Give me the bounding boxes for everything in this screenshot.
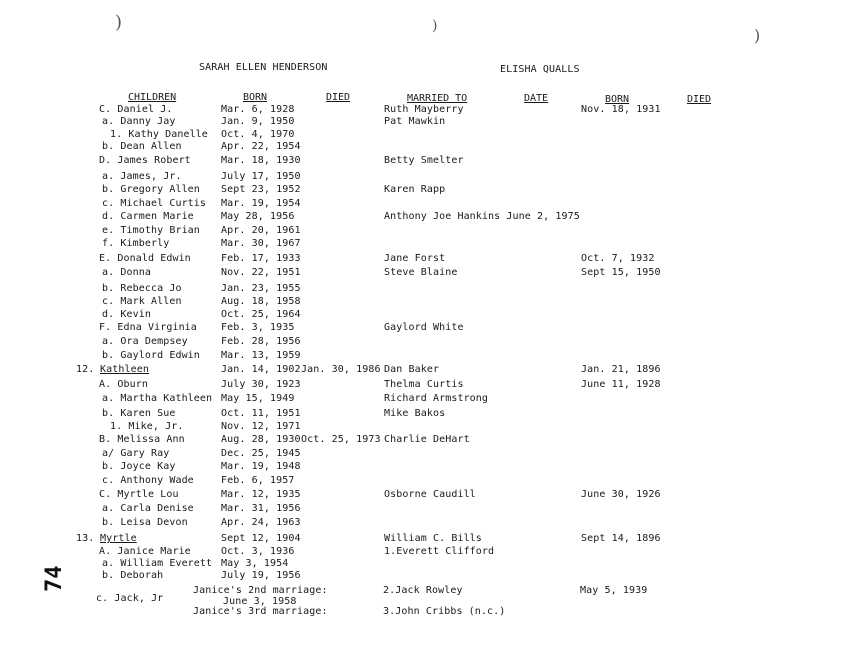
married-to: Anthony Joe Hankins June 2, 1975 xyxy=(384,211,580,222)
married-to: Karen Rapp xyxy=(384,184,446,195)
died-date: Oct. 25, 1973 xyxy=(301,434,381,445)
child-name: a. James, Jr. xyxy=(102,171,182,182)
born-date: Sept 12, 1904 xyxy=(221,533,301,544)
born-date: Apr. 22, 1954 xyxy=(221,141,301,152)
child-name: 1. Mike, Jr. xyxy=(110,421,184,432)
married-to: Jane Forst xyxy=(384,253,446,264)
born-date: Oct. 25, 1964 xyxy=(221,309,301,320)
born-date: Jan. 23, 1955 xyxy=(221,283,301,294)
spouse-born-date: June 30, 1926 xyxy=(581,489,661,500)
col-spouse-born: BORN xyxy=(605,94,630,105)
header-person2: ELISHA QUALLS xyxy=(500,64,580,75)
born-date: Apr. 24, 1963 xyxy=(221,517,301,528)
married-2: 2.Jack Rowley xyxy=(383,585,463,596)
born-date: Oct. 11, 1951 xyxy=(221,408,301,419)
child-name: A. Oburn xyxy=(99,379,148,390)
jack-name: c. Jack, Jr xyxy=(96,593,164,604)
married-to: Charlie DeHart xyxy=(384,434,470,445)
born-date: Mar. 18, 1930 xyxy=(221,155,301,166)
child-name: e. Timothy Brian xyxy=(102,225,200,236)
born-date: Feb. 17, 1933 xyxy=(221,253,301,264)
child-name: Kathleen xyxy=(100,364,149,375)
generation-number: 13. xyxy=(76,533,95,544)
married-to: Thelma Curtis xyxy=(384,379,464,390)
scan-mark: ) xyxy=(115,12,123,33)
child-name: d. Kevin xyxy=(102,309,151,320)
jack-born: June 3, 1958 xyxy=(223,596,297,607)
child-name: b. Deborah xyxy=(102,570,164,581)
married-to: 1.Everett Clifford xyxy=(384,546,495,557)
married-to: Dan Baker xyxy=(384,364,440,375)
born-date: Nov. 12, 1971 xyxy=(221,421,301,432)
born-date: Jan. 9, 1950 xyxy=(221,116,295,127)
child-name: E. Donald Edwin xyxy=(99,253,191,264)
born-date: Oct. 4, 1970 xyxy=(221,129,295,140)
spouse-born-date: Jan. 21, 1896 xyxy=(581,364,661,375)
child-name: a. Ora Dempsey xyxy=(102,336,188,347)
col-date: DATE xyxy=(524,93,549,104)
born-date: Oct. 3, 1936 xyxy=(221,546,295,557)
born-date: May 3, 1954 xyxy=(221,558,289,569)
col-children: CHILDREN xyxy=(128,92,177,103)
married-to: Gaylord White xyxy=(384,322,464,333)
child-name: b. Rebecca Jo xyxy=(102,283,182,294)
spouse-born-date: Oct. 7, 1932 xyxy=(581,253,655,264)
child-name: b. Gregory Allen xyxy=(102,184,200,195)
child-name: b. Gaylord Edwin xyxy=(102,350,200,361)
spouse-born-date: June 11, 1928 xyxy=(581,379,661,390)
married-to: Steve Blaine xyxy=(384,267,458,278)
child-name: 1. Kathy Danelle xyxy=(110,129,208,140)
born-date: Sept 23, 1952 xyxy=(221,184,301,195)
generation-number: 12. xyxy=(76,364,95,375)
born-date: July 17, 1950 xyxy=(221,171,301,182)
born-date: Mar. 31, 1956 xyxy=(221,503,301,514)
born-date: Feb. 3, 1935 xyxy=(221,322,295,333)
born-date: Mar. 19, 1954 xyxy=(221,198,301,209)
born-date: Mar. 12, 1935 xyxy=(221,489,301,500)
scan-mark: ) xyxy=(754,26,761,45)
child-name: a. Donna xyxy=(102,267,151,278)
child-name: C. Daniel J. xyxy=(99,104,173,115)
born-date: Mar. 30, 1967 xyxy=(221,238,301,249)
col-died: DIED xyxy=(326,92,351,103)
born-date: May 28, 1956 xyxy=(221,211,295,222)
col-spouse-died: DIED xyxy=(687,94,712,105)
child-name: f. Kimberly xyxy=(102,238,170,249)
col-married-to: MARRIED TO xyxy=(407,93,468,104)
born-date: May 15, 1949 xyxy=(221,393,295,404)
child-name: a. Carla Denise xyxy=(102,503,194,514)
child-name: A. Janice Marie xyxy=(99,546,191,557)
child-name: a. Martha Kathleen xyxy=(102,393,213,404)
child-name: a. William Everett xyxy=(102,558,213,569)
born-date: Mar. 6, 1928 xyxy=(221,104,295,115)
child-name: a/ Gary Ray xyxy=(102,448,170,459)
scan-mark: ) xyxy=(432,18,438,34)
born-date: Mar. 13, 1959 xyxy=(221,350,301,361)
married-to: Ruth Mayberry xyxy=(384,104,464,115)
married-to: Pat Mawkin xyxy=(384,116,446,127)
died-date: Jan. 30, 1986 xyxy=(301,364,381,375)
married-to: Mike Bakos xyxy=(384,408,446,419)
child-name: c. Mark Allen xyxy=(102,296,182,307)
born-date: July 19, 1956 xyxy=(221,570,301,581)
married-to: Betty Smelter xyxy=(384,155,464,166)
third-marriage-note: Janice's 3rd marriage: xyxy=(193,606,328,617)
child-name: b. Leisa Devon xyxy=(102,517,188,528)
child-name: b. Karen Sue xyxy=(102,408,176,419)
married-to: Richard Armstrong xyxy=(384,393,489,404)
child-name: c. Michael Curtis xyxy=(102,198,207,209)
born-date: Feb. 6, 1957 xyxy=(221,475,295,486)
child-name: B. Melissa Ann xyxy=(99,434,185,445)
page-number-handwritten: 74 xyxy=(42,565,67,592)
child-name: D. James Robert xyxy=(99,155,191,166)
born-date: Aug. 28, 1930 xyxy=(221,434,301,445)
child-name: F. Edna Virginia xyxy=(99,322,197,333)
married-2-born: May 5, 1939 xyxy=(580,585,648,596)
header-person1: SARAH ELLEN HENDERSON xyxy=(199,62,328,73)
married-to: Osborne Caudill xyxy=(384,489,476,500)
child-name: b. Dean Allen xyxy=(102,141,182,152)
born-date: July 30, 1923 xyxy=(221,379,301,390)
child-name: C. Myrtle Lou xyxy=(99,489,179,500)
born-date: Jan. 14, 1902 xyxy=(221,364,301,375)
col-born: BORN xyxy=(243,92,268,103)
child-name: a. Danny Jay xyxy=(102,116,176,127)
married-3: 3.John Cribbs (n.c.) xyxy=(383,606,506,617)
spouse-born-date: Sept 14, 1896 xyxy=(581,533,661,544)
born-date: Mar. 19, 1948 xyxy=(221,461,301,472)
spouse-born-date: Nov. 18, 1931 xyxy=(581,104,661,115)
child-name: Myrtle xyxy=(100,533,137,544)
born-date: Nov. 22, 1951 xyxy=(221,267,301,278)
married-to: William C. Bills xyxy=(384,533,482,544)
child-name: b. Joyce Kay xyxy=(102,461,176,472)
born-date: Aug. 18, 1958 xyxy=(221,296,301,307)
born-date: Dec. 25, 1945 xyxy=(221,448,301,459)
second-marriage-note: Janice's 2nd marriage: xyxy=(193,585,328,596)
spouse-born-date: Sept 15, 1950 xyxy=(581,267,661,278)
born-date: Apr. 20, 1961 xyxy=(221,225,301,236)
child-name: c. Anthony Wade xyxy=(102,475,194,486)
child-name: d. Carmen Marie xyxy=(102,211,194,222)
born-date: Feb. 28, 1956 xyxy=(221,336,301,347)
